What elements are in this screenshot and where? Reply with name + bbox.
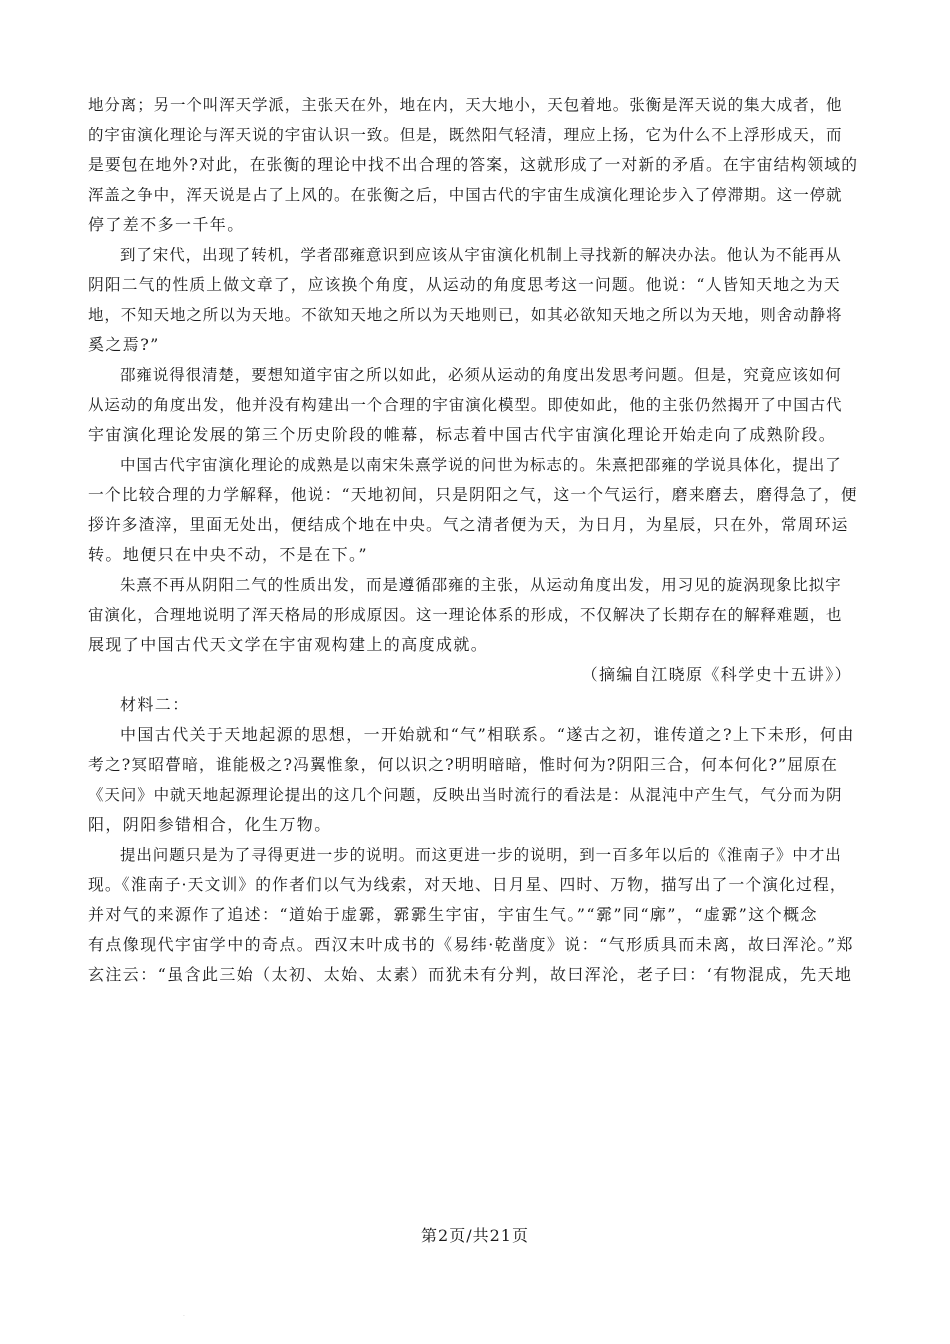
text-line: 是要包在地外?对此，在张衡的理论中找不出合理的答案，这就形成了一对新的矛盾。在宇宙结构领域的	[88, 155, 859, 174]
text-line: 奚之焉?”	[88, 335, 160, 354]
text-line: 中国古代宇宙演化理论的成熟是以南宋朱熹学说的问世为标志的。朱熹把邵雍的学说具体化，提出了	[120, 456, 842, 474]
text-line: 的宇宙演化理论与浑天说的宇宙认识一致。但是，既然阳气轻清，理应上扬，它为什么不上浮形成天，而	[88, 126, 843, 144]
text-line: 中国古代关于天地起源的思想，一开始就和“气”相联系。“遂古之初，谁传道之?上下未形，何由	[120, 725, 855, 744]
text-line: 宇宙演化理论发展的第三个历史阶段的帷幕，标志着中国古代宇宙演化理论开始走向了成熟阶段。	[88, 425, 837, 444]
text-line: 阴阳二气的性质上做文章了，应该换个角度，从运动的角度思考这一问题。他说：“人皆知天地之为天	[88, 275, 841, 294]
text-line: 邵雍说得很清楚，要想知道宇宙之所以如此，必须从运动的角度出发思考问题。但是，究竟应该如何	[120, 366, 842, 384]
text-line: 浑盖之争中，浑天说是占了上风的。在张衡之后，中国古代的宇宙生成演化理论步入了停滞期。这一停就	[88, 186, 843, 204]
text-line: 宙演化，合理地说明了浑天格局的形成原因。这一理论体系的形成，不仅解决了长期存在的解释难题，也	[88, 606, 843, 624]
text-line: 现。《淮南子·天文训》的作者们以气为线索，对天地、日月星、四时、万物，描写出了一个演化过程，	[88, 875, 847, 894]
text-line: 从运动的角度出发，他并没有构建出一个合理的宇宙演化模型。即使如此，他的主张仍然揭开了中国古代	[88, 396, 843, 414]
text-line: 拶许多渣滓，里面无处出，便结成个地在中央。气之清者便为天，为日月，为星辰，只在外，常周环运	[88, 515, 849, 534]
text-line: 《天问》中就天地起源理论提出的这几个问题，反映出当时流行的看法是：从混沌中产生气，气分而为阴	[88, 786, 843, 804]
corner-mark: ·	[183, 1313, 185, 1320]
text-line: 阳，阴阳参错相合，化生万物。	[88, 815, 332, 834]
text-line: 考之?冥昭瞢暗，谁能极之?冯翼惟象，何以识之?明明暗暗，惟时何为?阴阳三合，何本何化?”屈原在	[88, 755, 839, 774]
source-citation: （摘编自江晓原《科学史十五讲》）	[581, 665, 852, 684]
text-line: 展现了中国古代天文学在宇宙观构建上的高度成就。	[88, 635, 489, 654]
text-line: 有点像现代宇宙学中的奇点。西汉末叶成书的《易纬·乾凿度》说：“气形质具而未离，故曰浑沦。”郑	[88, 935, 854, 954]
text-line: 玄注云：“虽含此三始（太初、太始、太素）而犹未有分判，故曰浑沦，老子曰：‘有物混成，先天地	[88, 965, 853, 984]
text-line: 提出问题只是为了寻得更进一步的说明。而这更进一步的说明，到一百多年以后的《淮南子》中才出	[120, 846, 842, 864]
document-body	[88, 90, 858, 990]
text-line: 停了差不多一千年。	[88, 215, 245, 234]
text-line: 并对气的来源作了追述：“道始于虚霩，霩霩生宇宙，宇宙生气。”“霩”同“廓”，“虚霩”这个概念	[88, 905, 818, 924]
text-line: 到了宋代，出现了转机，学者邵雍意识到应该从宇宙演化机制上寻找新的解决办法。他认为不能再从	[120, 246, 842, 264]
text-line: 转。地便只在中央不动，不是在下。”	[88, 545, 368, 564]
text-line: 一个比较合理的力学解释，他说：“天地初间，只是阴阳之气，这一个气运行，磨来磨去，磨得急了，便	[88, 485, 858, 504]
text-line: 朱熹不再从阴阳二气的性质出发，而是遵循邵雍的主张，从运动角度出发，用习见的旋涡现象比拟宇	[120, 576, 842, 594]
text-line: 地，不知天地之所以为天地。不欲知天地之所以为天地则已，如其必欲知天地之所以为天地，则舍动静将	[88, 306, 843, 324]
section-heading: 材料二：	[120, 695, 190, 714]
page-number: 第2页/共21页	[421, 1226, 529, 1245]
text-line: 地分离；另一个叫浑天学派，主张天在外，地在内，天大地小，天包着地。张衡是浑天说的集大成者，他	[88, 96, 843, 114]
